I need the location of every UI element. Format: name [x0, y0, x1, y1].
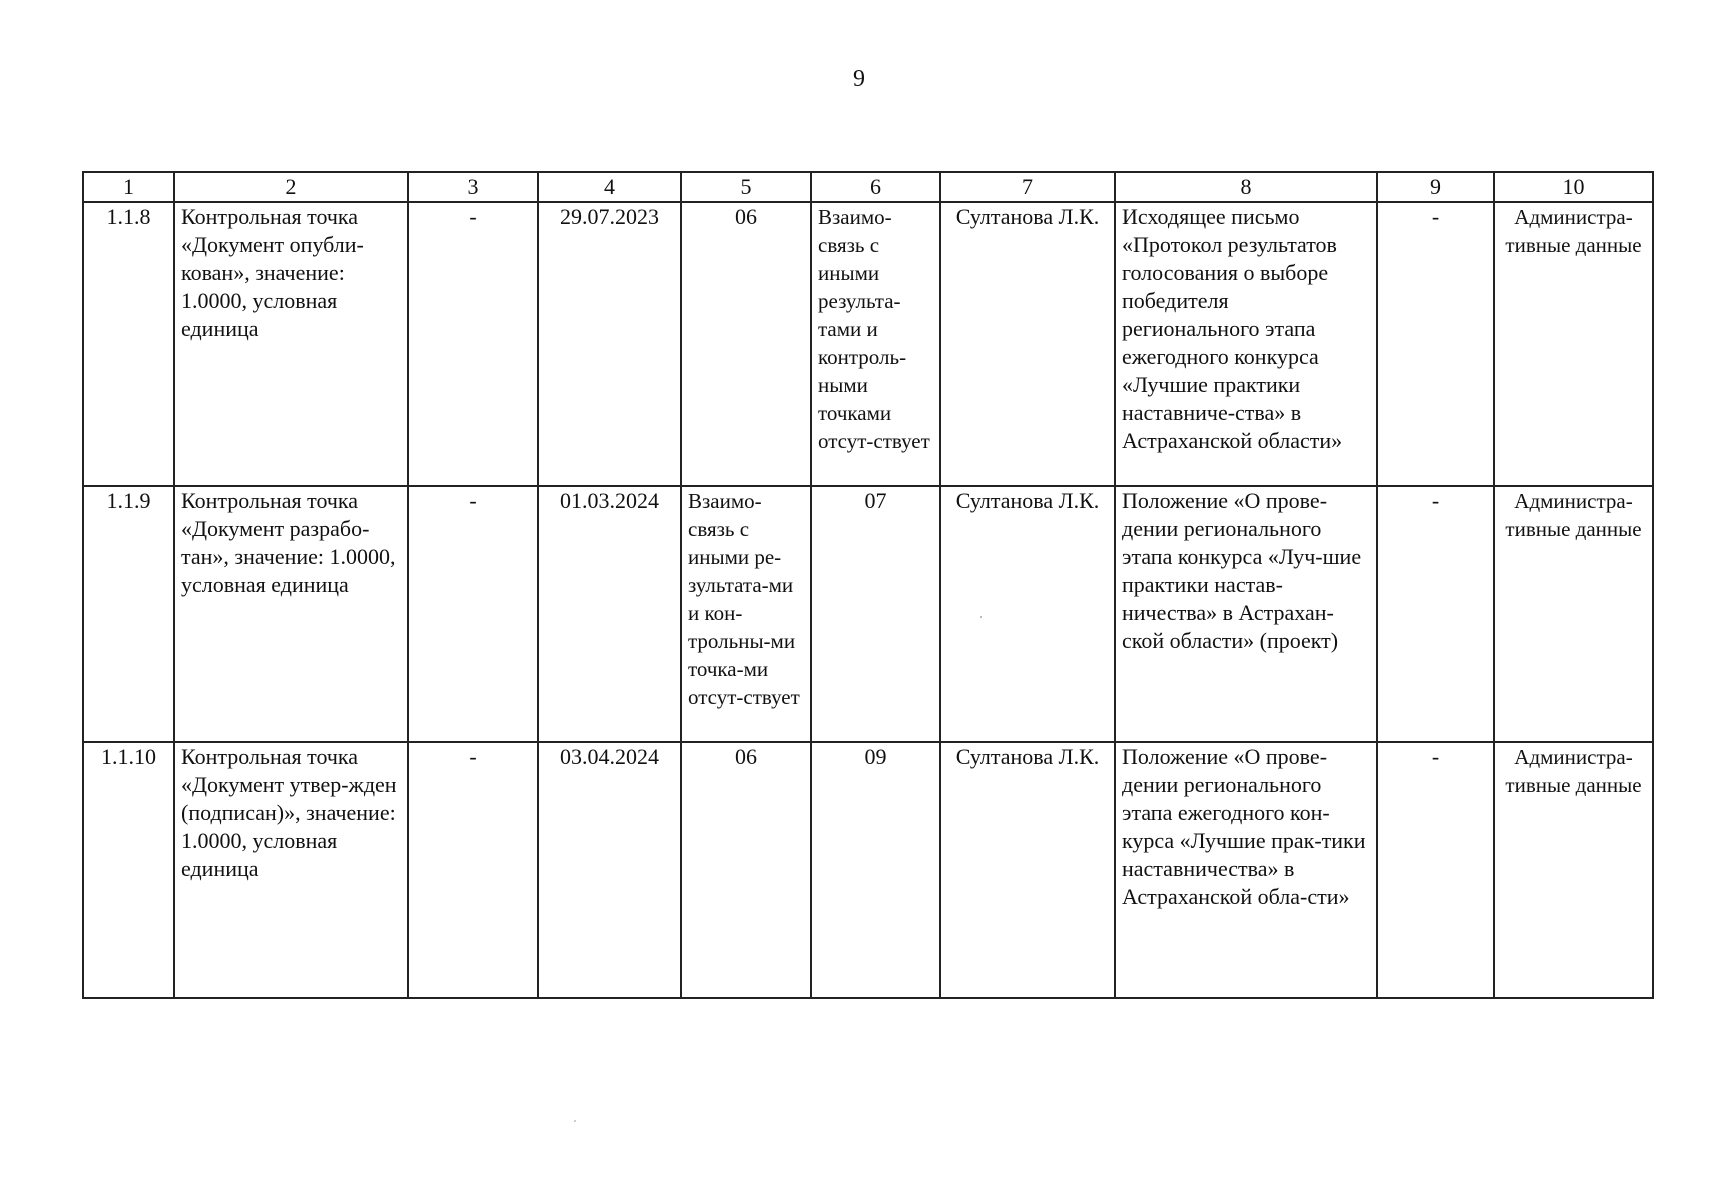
page-number: 9: [853, 66, 865, 92]
table-cell-col3: -: [408, 742, 538, 998]
control-points-table: [82, 171, 1654, 999]
table-row: [83, 202, 1653, 486]
document-type-cell: Положение «О прове-дении регионального этапа конкурса «Луч-шие практики настав-ничества» в Астрахан-ской области» (проект): [1115, 486, 1377, 742]
table-cell-col9: -: [1377, 202, 1494, 486]
control-point-description-cell: Контрольная точка «Документ разрабо-тан», значение: 1.0000, условная единица: [174, 486, 408, 742]
column-header-2: 2: [174, 172, 408, 202]
date-cell: 03.04.2024: [538, 742, 681, 998]
scan-speck: [574, 1120, 576, 1122]
data-source-cell: Администра-тивные данные: [1494, 742, 1653, 998]
table-row: [83, 486, 1653, 742]
document-type-cell: Исходящее письмо «Протокол результатов голосования о выборе победителя регионального этапа ежегодного конкурса «Лучшие практики наставниче-ства» в Астраханской области»: [1115, 202, 1377, 486]
control-point-description-cell: Контрольная точка «Документ утвер-жден (подписан)», значение: 1.0000, условная единица: [174, 742, 408, 998]
table-cell-col9: -: [1377, 486, 1494, 742]
relationship-cell: Взаимо-связь с иными ре-зультата-ми и кон-трольны-ми точка-ми отсут-ствует: [681, 486, 811, 742]
table-cell-col9: -: [1377, 742, 1494, 998]
responsible-person-cell: Султанова Л.К.: [940, 486, 1115, 742]
column-header-8: 8: [1115, 172, 1377, 202]
column-header-1: 1: [83, 172, 174, 202]
column-header-9: 9: [1377, 172, 1494, 202]
column-header-3: 3: [408, 172, 538, 202]
row-number-cell: 1.1.9: [83, 486, 174, 742]
relationship-cell: Взаимо-связь с иными результа-тами и контроль-ными точками отсут-ствует: [811, 202, 940, 486]
row-number-cell: 1.1.10: [83, 742, 174, 998]
column-header-10: 10: [1494, 172, 1653, 202]
header-row: [83, 172, 1653, 202]
table-cell-col6: 07: [811, 486, 940, 742]
row-number-cell: 1.1.8: [83, 202, 174, 486]
date-cell: 29.07.2023: [538, 202, 681, 486]
data-source-cell: Администра-тивные данные: [1494, 202, 1653, 486]
column-header-7: 7: [940, 172, 1115, 202]
table-row: [83, 742, 1653, 998]
responsible-person-cell: Султанова Л.К.: [940, 202, 1115, 486]
table-cell-col6: 09: [811, 742, 940, 998]
column-header-6: 6: [811, 172, 940, 202]
table-cell-col5: 06: [681, 742, 811, 998]
document-type-cell: Положение «О прове-дении регионального этапа ежегодного кон-курса «Лучшие прак-тики наставничества» в Астраханской обла-сти»: [1115, 742, 1377, 998]
table-cell-col3: -: [408, 486, 538, 742]
table-cell-col3: -: [408, 202, 538, 486]
date-cell: 01.03.2024: [538, 486, 681, 742]
column-header-4: 4: [538, 172, 681, 202]
column-header-5: 5: [681, 172, 811, 202]
scan-speck: [980, 616, 982, 618]
table-cell-col5: 06: [681, 202, 811, 486]
control-point-description-cell: Контрольная точка «Документ опубли-кован», значение: 1.0000, условная единица: [174, 202, 408, 486]
data-source-cell: Администра-тивные данные: [1494, 486, 1653, 742]
responsible-person-cell: Султанова Л.К.: [940, 742, 1115, 998]
